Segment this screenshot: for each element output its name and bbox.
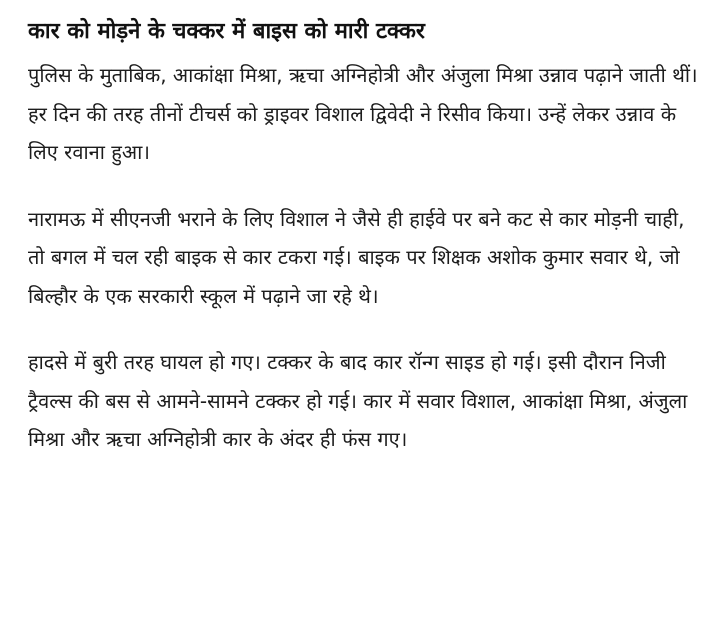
article-paragraph-2: नारामऊ में सीएनजी भराने के लिए विशाल ने जैसे ही हाईवे पर बने कट से कार मोड़नी चाही, तो बगल में चल रही बाइक से कार टकरा गई। बाइक पर शिक्षक अशोक कुमार सवार थे, जो बिल्हौर के एक सरकारी स्कूल में पढ़ाने जा रहे थे। xyxy=(28,206,685,308)
article-paragraph-3: हादसे में बुरी तरह घायल हो गए। टक्कर के बाद कार रॉन्ग साइड हो गई। इसी दौरान निजी ट्रैवल्स की बस से आमने-सामने टक्कर हो गई। कार में सवार विशाल, आकांक्षा मिश्रा, अंजुला मिश्रा और ऋचा अग्निहोत्री कार के अंदर ही फंस गए। xyxy=(28,350,688,451)
news-article xyxy=(28,14,704,459)
article-headline: कार को मोड़ने के चक्कर में बाइस को मारी टक्कर xyxy=(28,19,425,44)
article-paragraph-1: पुलिस के मुताबिक, आकांक्षा मिश्रा, ऋचा अग्निहोत्री और अंजुला मिश्रा उन्नाव पढ़ाने जाती थीं। हर दिन की तरह तीनों टीचर्स को ड्राइवर विशाल द्विवेदी ने रिसीव किया। उन्हें लेकर उन्नाव के लिए रवाना हुआ। xyxy=(28,63,698,164)
